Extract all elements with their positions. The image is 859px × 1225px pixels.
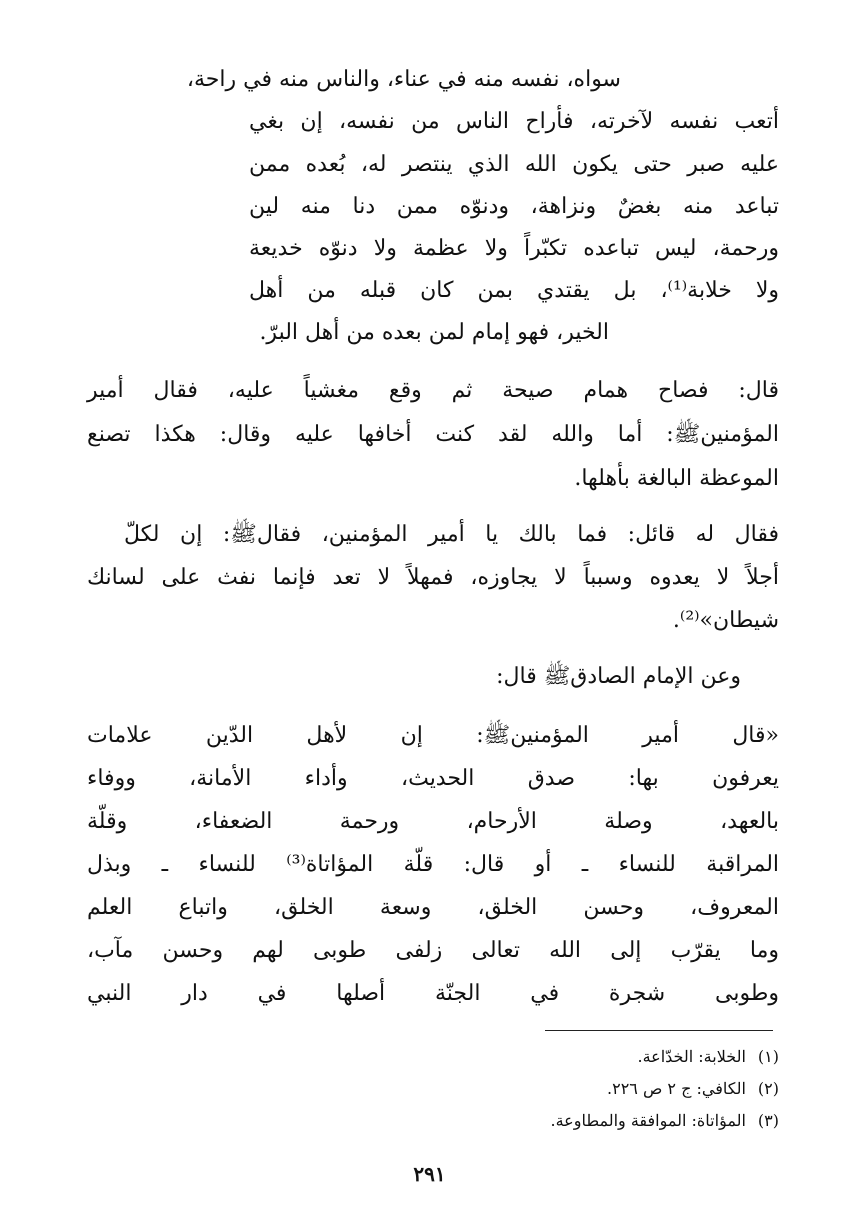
text-line: تباعد منه بغضٌ ونزاهة، ودنوّه ممن دنا منه لين — [249, 194, 779, 219]
text-line: وعن الإمام الصادقﷺ قال: — [496, 664, 741, 689]
text-line: المراقبة للنساء ـ أو قال: قلّة المؤاتاة⁽³⁾ للنساء ـ وبذل — [87, 852, 780, 877]
footnote — [607, 1078, 779, 1100]
text-line: أتعب نفسه لآخرته، فأراح الناس من نفسه، إن بغي — [249, 109, 779, 134]
footnote-number: (٣) — [757, 1111, 779, 1130]
text-line: قال: فصاح همام صيحة ثم وقع مغشياً عليه، فقال أمير — [87, 378, 779, 403]
footnote-separator — [545, 1030, 773, 1031]
text-line: سواه، نفسه منه في عناء، والناس منه في راحة، — [186, 67, 621, 92]
footnote-text: الخلابة: الخدّاعة. — [637, 1047, 746, 1066]
text-line: وطوبى شجرة في الجنّة أصلها في دار النبي — [87, 981, 779, 1006]
text-line: بالعهد، وصلة الأرحام، ورحمة الضعفاء، وقلّة — [87, 809, 779, 834]
text-line: شيطان»⁽²⁾. — [672, 608, 779, 633]
text-line: «قال أمير المؤمنينﷺ: إن لأهل الدّين علامات — [87, 723, 779, 748]
page-number: ٢٩١ — [413, 1162, 446, 1186]
footnote-number: (١) — [757, 1047, 779, 1066]
text-line: المعروف، وحسن الخلق، وسعة الخلق، واتباع العلم — [87, 895, 779, 920]
text-line: المؤمنينﷺ: أما والله لقد كنت أخافها عليه وقال: هكذا تصنع — [87, 422, 779, 447]
text-line: ورحمة، ليس تباعده تكبّراً ولا عظمة ولا دنوّه خديعة — [249, 236, 779, 261]
footnote-text: الكافي: ج ٢ ص ٢٢٦. — [607, 1079, 746, 1098]
text-line: فقال له قائل: فما بالك يا أمير المؤمنين، فقالﷺ: إن لكلّ — [124, 522, 779, 547]
footnote-number: (٢) — [757, 1079, 779, 1098]
text-line: يعرفون بها: صدق الحديث، وأداء الأمانة، ووفاء — [87, 766, 779, 791]
footnote — [638, 1046, 780, 1068]
footnote — [551, 1110, 779, 1132]
text-line: الموعظة البالغة بأهلها. — [574, 466, 779, 491]
text-line: أجلاً لا يعدوه وسبباً لا يجاوزه، فمهلاً لا تعد فإنما نفث على لسانك — [87, 565, 779, 590]
text-line: عليه صبر حتى يكون الله الذي ينتصر له، بُعده ممن — [249, 152, 779, 177]
text-line: ولا خلابة⁽¹⁾، بل يقتدي بمن كان قبله من أهل — [249, 278, 779, 303]
text-line: الخير، فهو إمام لمن بعده من أهل البرّ. — [259, 320, 609, 345]
footnote-text: المؤاتاة: الموافقة والمطاوعة. — [550, 1111, 746, 1130]
text-line: وما يقرّب إلى الله تعالى زلفى طوبى لهم وحسن مآب، — [87, 938, 779, 963]
